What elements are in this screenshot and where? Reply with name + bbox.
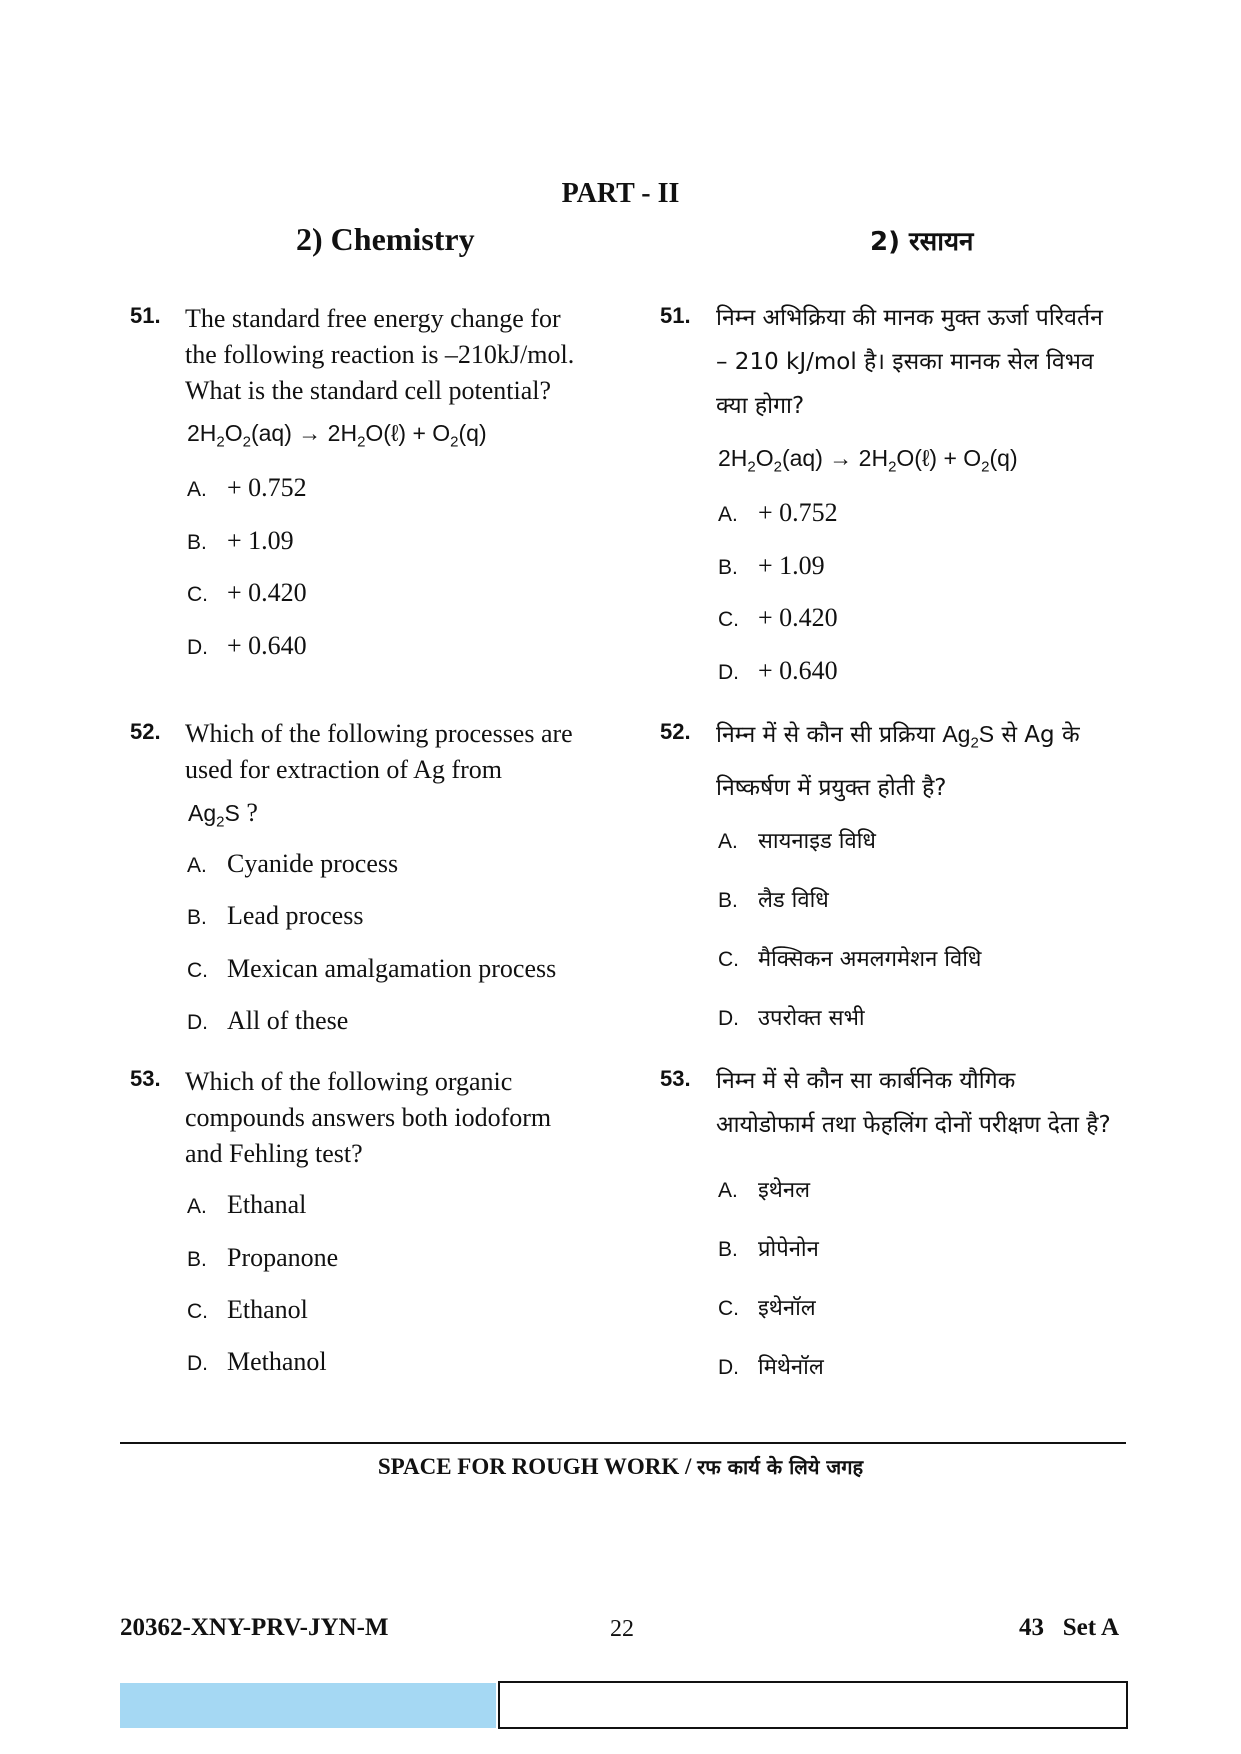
option-letter: D. (187, 1352, 208, 1375)
question-text (716, 1059, 1111, 1147)
option-letter: B. (718, 889, 738, 912)
rough-work-english: SPACE FOR ROUGH WORK / (377, 1454, 692, 1479)
option-letter: D. (718, 1007, 739, 1030)
option-letter: A. (187, 478, 207, 501)
option-letter: C. (187, 583, 208, 606)
option-d[interactable] (718, 656, 838, 686)
set-label: 43 Set A (1019, 1614, 1119, 1641)
option-letter: C. (718, 1297, 739, 1320)
option-letter: A. (187, 1195, 207, 1218)
option-letter: D. (187, 636, 208, 659)
option-value: मैक्सिकन अमलगमेशन विधि (758, 947, 982, 972)
option-letter: D. (187, 1011, 208, 1034)
option-value: + 0.420 (227, 578, 307, 607)
question-number: 52. (130, 719, 161, 744)
option-b[interactable] (187, 901, 363, 931)
question-text (185, 301, 574, 409)
option-value: Propanone (227, 1243, 339, 1272)
rough-work-label (0, 1453, 1241, 1480)
option-b[interactable] (187, 1243, 338, 1273)
option-c[interactable] (187, 1295, 308, 1325)
option-a[interactable] (718, 1174, 810, 1204)
question-line-part: से Ag के (1001, 722, 1080, 748)
question-line: compounds answers both iodoform (185, 1103, 552, 1132)
option-b[interactable] (718, 884, 829, 914)
option-c[interactable] (718, 943, 981, 973)
question-text (716, 296, 1103, 428)
option-letter: C. (187, 959, 208, 982)
section-title-hindi: 2) रसायन (870, 227, 974, 257)
option-b[interactable] (718, 1233, 819, 1263)
option-value: प्रोपेनोन (758, 1237, 819, 1262)
option-a[interactable] (718, 825, 876, 855)
question-number: 51. (130, 303, 161, 328)
option-d[interactable] (718, 1351, 824, 1381)
option-value: Cyanide process (227, 849, 399, 878)
option-c[interactable] (187, 578, 307, 608)
question-line: used for extraction of Ag from (185, 755, 502, 784)
option-value: All of these (227, 1006, 349, 1035)
question-line: The standard free energy change for (185, 304, 561, 333)
option-a[interactable] (718, 498, 838, 528)
option-value: + 0.752 (758, 498, 838, 527)
question-number: 53. (660, 1066, 691, 1091)
option-a[interactable] (187, 473, 307, 503)
question-line-part: निम्न में से कौन सी प्रक्रिया (716, 722, 935, 748)
option-letter: A. (718, 1179, 738, 1202)
option-value: इथेनॉल (758, 1296, 816, 1321)
question-line: निम्न में से कौन सी प्रक्रिया $Ag_2S$ से Ag के (716, 721, 1080, 752)
option-value: मिथेनॉल (758, 1355, 824, 1380)
option-letter: D. (718, 661, 739, 684)
rough-work-hindi: रफ कार्य के लिये जगह (697, 1455, 864, 1479)
question-line: निम्न में से कौन सा कार्बनिक यौगिक (716, 1068, 1016, 1094)
question-line: Which of the following processes are (185, 719, 573, 748)
question-line: and Fehling test? (185, 1139, 363, 1168)
question-number: 52. (660, 719, 691, 744)
option-b[interactable] (718, 551, 825, 581)
option-c[interactable] (718, 1292, 816, 1322)
option-a[interactable] (187, 1190, 306, 1220)
option-d[interactable] (718, 1002, 865, 1032)
option-value: + 0.420 (758, 603, 838, 632)
part-heading: PART - II (561, 178, 680, 209)
option-letter: B. (718, 1238, 738, 1261)
option-letter: B. (187, 531, 207, 554)
option-value: + 0.640 (227, 631, 307, 660)
question-line: – 210 kJ/mol है। इसका मानक सेल विभव (716, 349, 1094, 375)
blank-box (498, 1681, 1128, 1729)
option-value: + 0.752 (227, 473, 307, 502)
option-letter: C. (718, 948, 739, 971)
option-letter: A. (187, 854, 207, 877)
option-value: सायनाइड विधि (758, 829, 876, 854)
divider-rule (120, 1442, 1126, 1444)
option-c[interactable] (718, 603, 838, 633)
question-line: What is the standard cell potential? (185, 376, 552, 405)
option-value: Lead process (227, 901, 364, 930)
question-line: निष्कर्षण में प्रयुक्त होती है? (716, 774, 947, 801)
option-value: इथेनल (758, 1178, 810, 1203)
paper-code: 20362-XNY-PRV-JYN-M (120, 1614, 389, 1641)
question-line: the following reaction is –210kJ/mol. (185, 340, 575, 369)
option-letter: A. (718, 503, 738, 526)
option-value: Ethanal (227, 1190, 307, 1219)
question-line: क्या होगा? (716, 393, 805, 419)
question-number: 53. (130, 1066, 161, 1091)
option-value: Ethanol (227, 1295, 308, 1324)
option-value: + 1.09 (227, 526, 294, 555)
option-letter: B. (187, 906, 207, 929)
question-line: Which of the following organic (185, 1067, 513, 1096)
option-c[interactable] (187, 954, 556, 984)
option-letter: A. (718, 830, 738, 853)
question-text (185, 1064, 551, 1172)
section-title-english: 2) Chemistry (296, 221, 475, 257)
question-number: 51. (660, 303, 691, 328)
reaction-formula: $2H_2O_2(aq)$ → $2H_2O(\ell) + O_2(q)$ (187, 420, 487, 451)
option-b[interactable] (187, 526, 294, 556)
option-value: Mexican amalgamation process (227, 954, 557, 983)
option-value: उपरोक्त सभी (758, 1006, 865, 1031)
option-letter: B. (718, 556, 738, 579)
option-value: + 0.640 (758, 656, 838, 685)
color-bar (120, 1683, 496, 1728)
question-line: आयोडोफार्म तथा फेहलिंग दोनों परीक्षण देता है? (716, 1112, 1111, 1138)
question-text (185, 716, 573, 788)
option-letter: D. (718, 1356, 739, 1379)
question-line: निम्न अभिक्रिया की मानक मुक्त ऊर्जा परिवर्तन (716, 305, 1103, 331)
page-number: 22 (610, 1616, 634, 1642)
option-value: लैड विधि (758, 888, 829, 913)
option-letter: C. (187, 1300, 208, 1323)
compound-formula: $Ag_2S$ ? (188, 798, 258, 831)
option-letter: C. (718, 608, 739, 631)
option-letter: B. (187, 1248, 207, 1271)
option-value: Methanol (227, 1347, 327, 1376)
question-text (716, 712, 1080, 810)
option-d[interactable] (187, 1006, 348, 1036)
reaction-formula: $2H_2O_2(aq)$ → $2H_2O(\ell) + O_2(q)$ (718, 445, 1018, 476)
option-a[interactable] (187, 849, 398, 879)
option-d[interactable] (187, 1347, 327, 1377)
option-value: + 1.09 (758, 551, 825, 580)
option-d[interactable] (187, 631, 307, 661)
